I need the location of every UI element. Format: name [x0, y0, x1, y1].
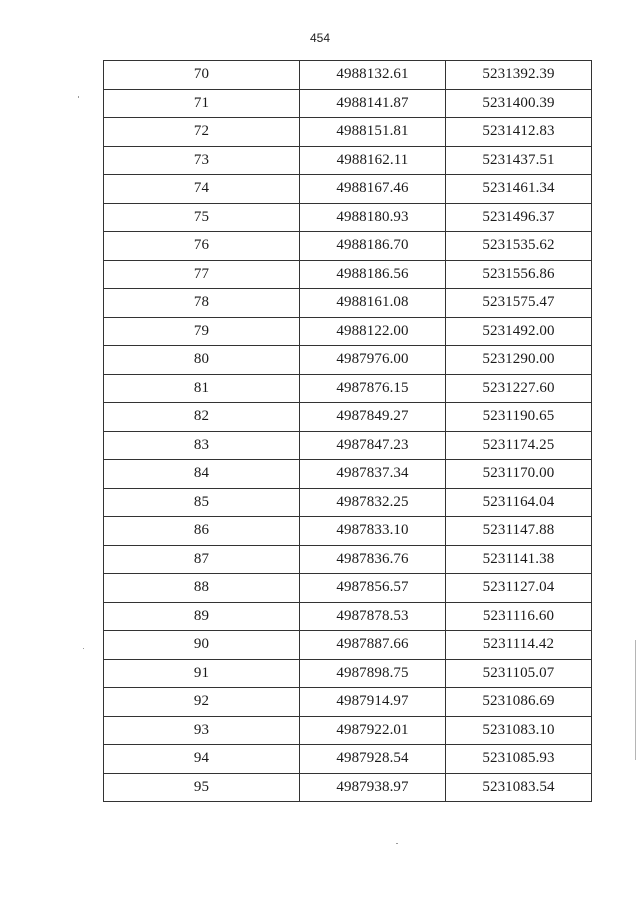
y-coordinate-cell: 5231114.42	[446, 631, 592, 660]
page-number: 454	[309, 31, 331, 45]
point-number-cell: 84	[104, 460, 300, 489]
x-coordinate-cell: 4987832.25	[300, 488, 446, 517]
x-coordinate-cell: 4987849.27	[300, 403, 446, 432]
point-number-cell: 71	[104, 89, 300, 118]
table-row	[104, 688, 592, 717]
point-number-cell: 70	[104, 61, 300, 90]
x-coordinate-cell: 4988186.70	[300, 232, 446, 261]
x-coordinate-cell: 4988151.81	[300, 118, 446, 147]
x-coordinate-cell: 4987922.01	[300, 716, 446, 745]
x-coordinate-cell: 4988180.93	[300, 203, 446, 232]
coordinates-table-body	[104, 61, 592, 802]
x-coordinate-cell: 4988122.00	[300, 317, 446, 346]
table-row	[104, 61, 592, 90]
x-coordinate-cell: 4988161.08	[300, 289, 446, 318]
table-row	[104, 574, 592, 603]
x-coordinate-cell: 4987833.10	[300, 517, 446, 546]
y-coordinate-cell: 5231392.39	[446, 61, 592, 90]
point-number-cell: 79	[104, 317, 300, 346]
point-number-cell: 73	[104, 146, 300, 175]
y-coordinate-cell: 5231461.34	[446, 175, 592, 204]
table-row	[104, 146, 592, 175]
y-coordinate-cell: 5231085.93	[446, 745, 592, 774]
scan-speck	[83, 648, 84, 649]
table-row	[104, 716, 592, 745]
point-number-cell: 86	[104, 517, 300, 546]
y-coordinate-cell: 5231164.04	[446, 488, 592, 517]
coordinates-table	[103, 60, 592, 802]
point-number-cell: 80	[104, 346, 300, 375]
y-coordinate-cell: 5231116.60	[446, 602, 592, 631]
y-coordinate-cell: 5231227.60	[446, 374, 592, 403]
table-row	[104, 431, 592, 460]
y-coordinate-cell: 5231105.07	[446, 659, 592, 688]
table-row	[104, 203, 592, 232]
x-coordinate-cell: 4987847.23	[300, 431, 446, 460]
y-coordinate-cell: 5231083.54	[446, 773, 592, 802]
y-coordinate-cell: 5231127.04	[446, 574, 592, 603]
table-row	[104, 374, 592, 403]
x-coordinate-cell: 4988141.87	[300, 89, 446, 118]
point-number-cell: 92	[104, 688, 300, 717]
point-number-cell: 87	[104, 545, 300, 574]
x-coordinate-cell: 4988186.56	[300, 260, 446, 289]
table-row	[104, 460, 592, 489]
x-coordinate-cell: 4987878.53	[300, 602, 446, 631]
x-coordinate-cell: 4988162.11	[300, 146, 446, 175]
x-coordinate-cell: 4987887.66	[300, 631, 446, 660]
table-row	[104, 602, 592, 631]
table-row	[104, 317, 592, 346]
scan-speck	[78, 96, 79, 98]
point-number-cell: 91	[104, 659, 300, 688]
table-row	[104, 232, 592, 261]
x-coordinate-cell: 4987928.54	[300, 745, 446, 774]
point-number-cell: 82	[104, 403, 300, 432]
point-number-cell: 74	[104, 175, 300, 204]
table-row	[104, 631, 592, 660]
table-row	[104, 175, 592, 204]
point-number-cell: 88	[104, 574, 300, 603]
x-coordinate-cell: 4987976.00	[300, 346, 446, 375]
y-coordinate-cell: 5231400.39	[446, 89, 592, 118]
point-number-cell: 76	[104, 232, 300, 261]
point-number-cell: 95	[104, 773, 300, 802]
point-number-cell: 72	[104, 118, 300, 147]
x-coordinate-cell: 4987856.57	[300, 574, 446, 603]
point-number-cell: 78	[104, 289, 300, 318]
x-coordinate-cell: 4987938.97	[300, 773, 446, 802]
point-number-cell: 85	[104, 488, 300, 517]
x-coordinate-cell: 4987836.76	[300, 545, 446, 574]
y-coordinate-cell: 5231556.86	[446, 260, 592, 289]
point-number-cell: 81	[104, 374, 300, 403]
y-coordinate-cell: 5231492.00	[446, 317, 592, 346]
y-coordinate-cell: 5231170.00	[446, 460, 592, 489]
table-row	[104, 517, 592, 546]
y-coordinate-cell: 5231535.62	[446, 232, 592, 261]
scan-speck	[396, 843, 398, 844]
table-row	[104, 89, 592, 118]
y-coordinate-cell: 5231437.51	[446, 146, 592, 175]
table-row	[104, 260, 592, 289]
table-row	[104, 289, 592, 318]
point-number-cell: 75	[104, 203, 300, 232]
scan-edge-mark	[635, 640, 636, 760]
y-coordinate-cell: 5231147.88	[446, 517, 592, 546]
y-coordinate-cell: 5231290.00	[446, 346, 592, 375]
table-row	[104, 745, 592, 774]
point-number-cell: 94	[104, 745, 300, 774]
table-row	[104, 773, 592, 802]
table-row	[104, 659, 592, 688]
y-coordinate-cell: 5231086.69	[446, 688, 592, 717]
x-coordinate-cell: 4988132.61	[300, 61, 446, 90]
y-coordinate-cell: 5231412.83	[446, 118, 592, 147]
x-coordinate-cell: 4988167.46	[300, 175, 446, 204]
point-number-cell: 83	[104, 431, 300, 460]
y-coordinate-cell: 5231174.25	[446, 431, 592, 460]
x-coordinate-cell: 4987914.97	[300, 688, 446, 717]
point-number-cell: 93	[104, 716, 300, 745]
point-number-cell: 89	[104, 602, 300, 631]
y-coordinate-cell: 5231496.37	[446, 203, 592, 232]
point-number-cell: 77	[104, 260, 300, 289]
table-row	[104, 545, 592, 574]
y-coordinate-cell: 5231575.47	[446, 289, 592, 318]
table-row	[104, 118, 592, 147]
point-number-cell: 90	[104, 631, 300, 660]
x-coordinate-cell: 4987876.15	[300, 374, 446, 403]
table-row	[104, 346, 592, 375]
table-row	[104, 403, 592, 432]
x-coordinate-cell: 4987837.34	[300, 460, 446, 489]
y-coordinate-cell: 5231083.10	[446, 716, 592, 745]
y-coordinate-cell: 5231190.65	[446, 403, 592, 432]
y-coordinate-cell: 5231141.38	[446, 545, 592, 574]
x-coordinate-cell: 4987898.75	[300, 659, 446, 688]
table-row	[104, 488, 592, 517]
